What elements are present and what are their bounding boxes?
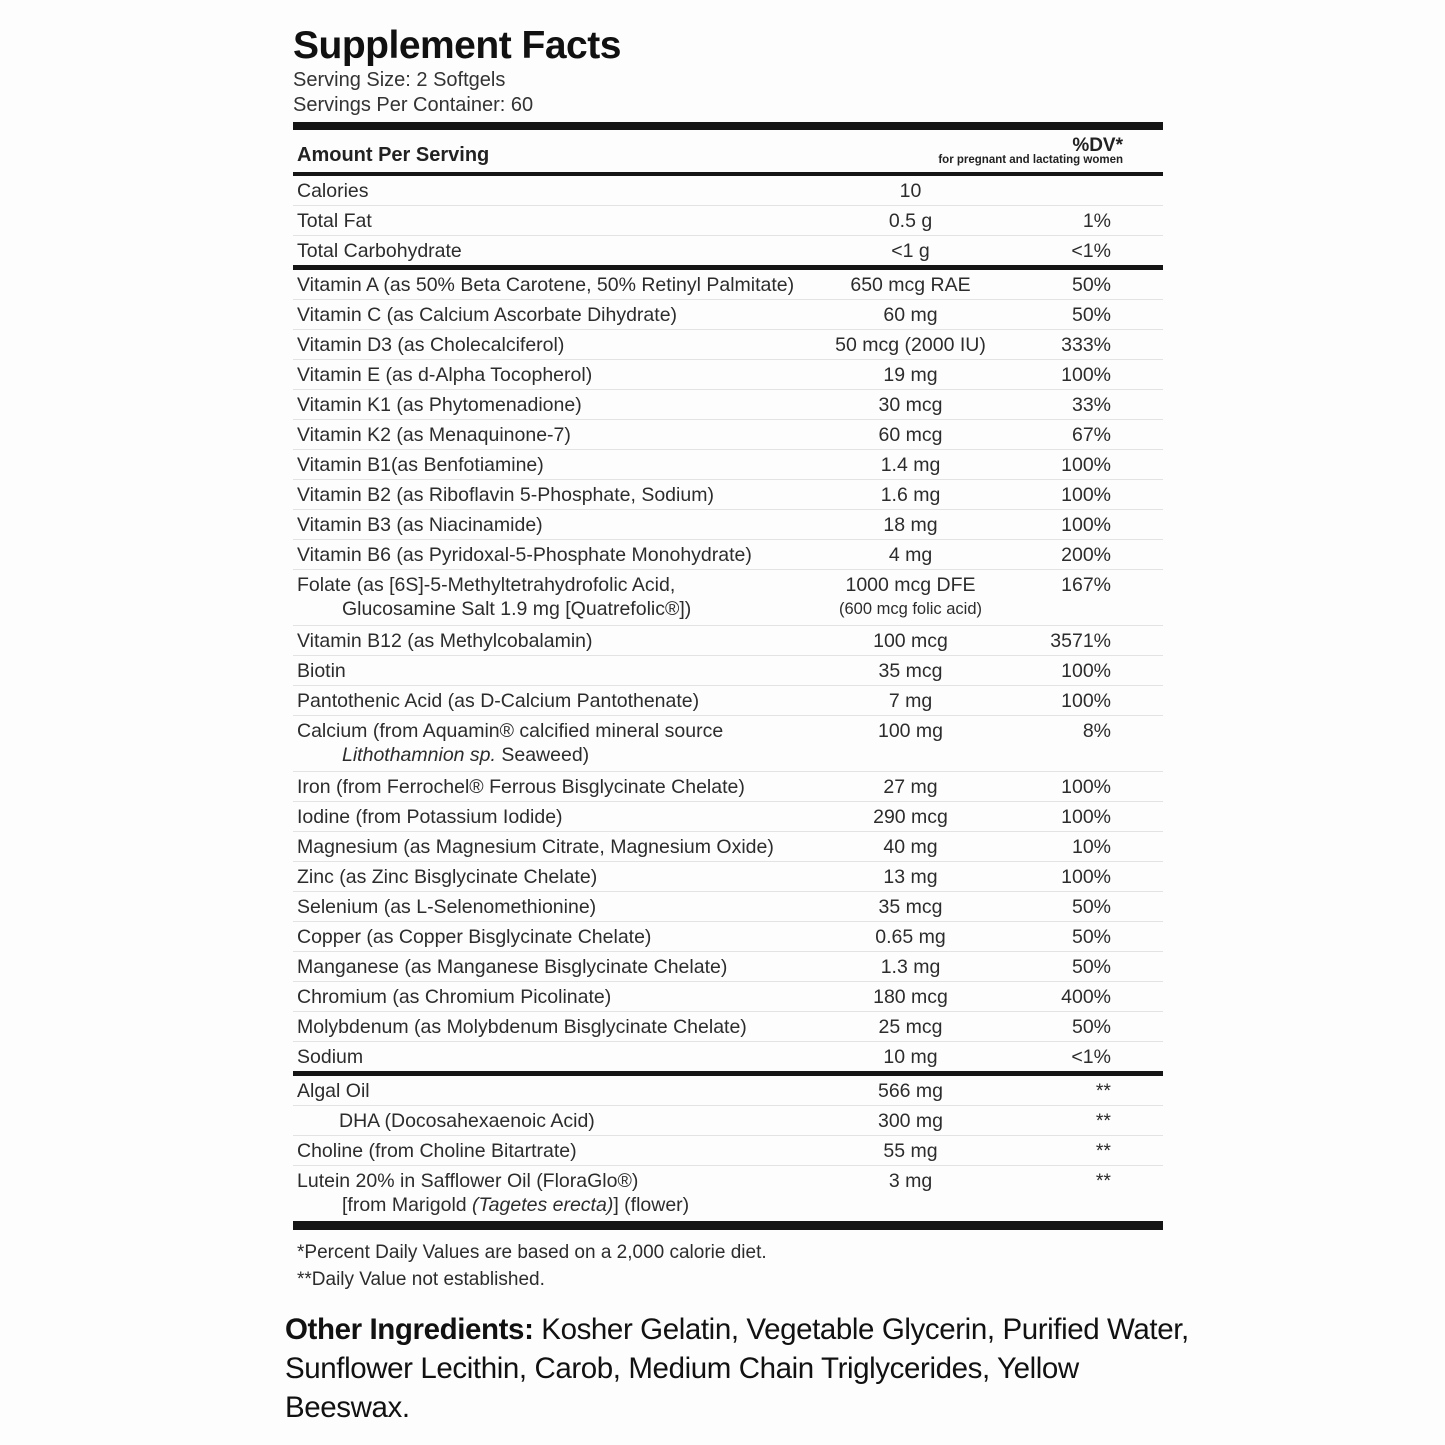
nutrient-name: Lutein 20% in Safflower Oil (FloraGlo®) (297, 1170, 639, 1192)
nutrient-row-line1 (297, 274, 1163, 296)
nutrient-amount: 0.5 g (888, 210, 933, 232)
other-ingredients-heading: Other Ingredients: (285, 1313, 534, 1346)
nutrient-dv (1018, 180, 1163, 202)
nutrient-dv: ** (1095, 1110, 1111, 1132)
section-other-nutrients (293, 1076, 1163, 1221)
nutrient-dv: 100% (1061, 484, 1111, 506)
nutrient-amount: 0.65 mg (875, 926, 946, 948)
nutrient-row-line1 (297, 690, 1163, 712)
nutrient-row-line1 (297, 210, 1163, 232)
nutrient-row (293, 716, 1163, 772)
nutrient-dv: ** (1095, 1170, 1111, 1192)
nutrient-name: Chromium (as Chromium Picolinate) (297, 986, 612, 1008)
nutrient-row-line1 (297, 424, 1163, 446)
nutrient-row-line1 (297, 866, 1163, 888)
nutrient-dv: 50% (1071, 304, 1111, 326)
nutrient-dv: 50% (1071, 274, 1111, 296)
nutrient-row (293, 686, 1163, 716)
nutrient-dv: ** (1095, 1080, 1111, 1102)
nutrient-dv: 50% (1071, 956, 1111, 978)
other-ingredients-text: Kosher Gelatin, Vegetable Glycerin, Purified Water, Sunflower Lecithin, Carob, Medium Chain Triglycerides, Yellow Beeswax. (285, 1313, 1189, 1424)
nutrient-name: Vitamin B2 (as Riboflavin 5-Phosphate, Sodium) (297, 484, 714, 506)
nutrient-amount: 100 mcg (873, 630, 948, 652)
nutrient-row-line1 (297, 484, 1163, 506)
nutrient-name: Magnesium (as Magnesium Citrate, Magnesium Oxide) (297, 836, 774, 858)
nutrient-dv: 67% (1071, 424, 1111, 446)
nutrient-name: Vitamin C (as Calcium Ascorbate Dihydrate) (297, 304, 678, 326)
rule-top-thick (293, 122, 1163, 130)
nutrient-row-line1 (297, 660, 1163, 682)
nutrient-row-line1 (297, 720, 1163, 742)
nutrient-row (293, 832, 1163, 862)
nutrient-amount: 35 mcg (878, 896, 943, 918)
section-macros (293, 176, 1163, 265)
nutrient-row (293, 1012, 1163, 1042)
nutrient-dv: ** (1095, 1140, 1111, 1162)
nutrient-name: Vitamin B1(as Benfotiamine) (297, 454, 544, 476)
nutrient-row-line1 (297, 544, 1163, 566)
nutrient-name: Sodium (297, 1046, 364, 1068)
nutrient-amount: 10 mg (883, 1046, 938, 1068)
nutrient-row-line1 (297, 394, 1163, 416)
serving-size: Serving Size: 2 Softgels (293, 69, 506, 91)
nutrient-name: Calcium (from Aquamin® calcified mineral source (297, 720, 724, 742)
nutrient-row (293, 952, 1163, 982)
nutrient-amount: 13 mg (883, 866, 938, 888)
nutrient-row (293, 450, 1163, 480)
nutrient-name: Vitamin A (as 50% Beta Carotene, 50% Retinyl Palmitate) (297, 274, 795, 296)
nutrient-row (293, 540, 1163, 570)
nutrient-row-line1 (297, 1140, 1163, 1162)
nutrient-name: Molybdenum (as Molybdenum Bisglycinate Chelate) (297, 1016, 747, 1038)
nutrient-name-continued: [from Marigold (Tagetes erecta)] (flower) (342, 1194, 690, 1216)
nutrient-row-line1 (297, 1080, 1163, 1102)
nutrient-row-line1 (297, 454, 1163, 476)
nutrient-row-line1 (297, 240, 1163, 262)
nutrient-amount: 25 mcg (878, 1016, 943, 1038)
nutrient-amount: 60 mg (883, 304, 938, 326)
nutrient-name: Vitamin B6 (as Pyridoxal-5-Phosphate Monohydrate) (297, 544, 752, 566)
nutrient-dv: 50% (1071, 926, 1111, 948)
section-vitamins-minerals (293, 270, 1163, 1071)
nutrient-name: Total Carbohydrate (297, 240, 462, 262)
rule-bottom-thick (293, 1221, 1163, 1230)
nutrient-name: Folate (as [6S]-5-Methyltetrahydrofolic Acid, (297, 574, 676, 596)
nutrient-amount: 100 mg (877, 720, 944, 742)
nutrient-dv: 10% (1071, 836, 1111, 858)
dv-subheader: for pregnant and lactating women (938, 154, 1123, 166)
nutrient-name: Selenium (as L-Selenomethionine) (297, 896, 597, 918)
nutrient-row-line1 (297, 514, 1163, 536)
nutrient-row (293, 270, 1163, 300)
nutrient-row-line1 (297, 1016, 1163, 1038)
nutrient-row-line2 (297, 742, 1163, 768)
nutrient-dv: 3571% (1050, 630, 1111, 652)
nutrient-amount-sub (803, 742, 1018, 768)
footnote-dv-not-established: **Daily Value not established. (297, 1269, 545, 1290)
nutrient-name: Vitamin K2 (as Menaquinone-7) (297, 424, 571, 446)
nutrient-dv: 333% (1061, 334, 1111, 356)
nutrient-amount: 650 mcg RAE (850, 274, 971, 296)
nutrient-name: Iron (from Ferrochel® Ferrous Bisglycinate Chelate) (297, 776, 745, 798)
nutrient-amount-sub: (600 mcg folic acid) (838, 600, 983, 618)
nutrient-row (293, 480, 1163, 510)
nutrient-dv: 100% (1061, 454, 1111, 476)
nutrient-row (293, 1076, 1163, 1106)
nutrient-row (293, 420, 1163, 450)
nutrient-row (293, 772, 1163, 802)
nutrient-row-line1 (297, 304, 1163, 326)
nutrient-name: Algal Oil (297, 1080, 370, 1102)
nutrient-row-line1 (297, 956, 1163, 978)
nutrient-row (293, 922, 1163, 952)
nutrient-amount: 40 mg (883, 836, 938, 858)
servings-per-container: Servings Per Container: 60 (293, 94, 534, 116)
nutrient-amount: 4 mg (888, 544, 933, 566)
nutrient-row (293, 330, 1163, 360)
nutrient-row-line1 (297, 574, 1163, 596)
nutrient-row (293, 656, 1163, 686)
nutrient-row (293, 1042, 1163, 1071)
nutrient-row (293, 802, 1163, 832)
nutrient-row (293, 982, 1163, 1012)
other-ingredients (285, 1310, 1200, 1427)
nutrient-name: Copper (as Copper Bisglycinate Chelate) (297, 926, 652, 948)
nutrient-dv: 100% (1061, 660, 1111, 682)
nutrient-row-line1 (297, 776, 1163, 798)
nutrient-name: Vitamin D3 (as Cholecalciferol) (297, 334, 565, 356)
nutrient-dv: <1% (1071, 240, 1111, 262)
nutrient-row-line2 (297, 1192, 1163, 1218)
nutrient-dv: 200% (1061, 544, 1111, 566)
nutrient-name: Manganese (as Manganese Bisglycinate Chelate) (297, 956, 728, 978)
nutrient-dv: 100% (1061, 690, 1111, 712)
nutrient-row-line1 (297, 896, 1163, 918)
nutrient-name: Total Fat (297, 210, 372, 232)
nutrient-row-line1 (297, 1170, 1163, 1192)
nutrient-amount: 1.4 mg (880, 454, 941, 476)
nutrient-name-continued: Glucosamine Salt 1.9 mg [Quatrefolic®]) (342, 598, 692, 620)
nutrient-amount: 19 mg (883, 364, 938, 386)
nutrient-row-line1 (297, 806, 1163, 828)
nutrient-name: Biotin (297, 660, 346, 682)
nutrient-dv: 100% (1061, 776, 1111, 798)
nutrient-row-line2 (297, 596, 1163, 622)
footnote-percent-dv: *Percent Daily Values are based on a 2,000 calorie diet. (297, 1242, 767, 1263)
nutrient-dv: 1% (1082, 210, 1111, 232)
nutrient-row-line1 (297, 630, 1163, 652)
supplement-facts-panel (293, 24, 1163, 1293)
supplement-facts-title: Supplement Facts (293, 24, 621, 67)
nutrient-row-line1 (297, 180, 1163, 202)
nutrient-name: Vitamin E (as d-Alpha Tocopherol) (297, 364, 593, 386)
nutrient-row (293, 570, 1163, 626)
nutrient-dv: <1% (1071, 1046, 1111, 1068)
table-header-row (293, 130, 1163, 172)
nutrient-row (293, 176, 1163, 206)
nutrient-amount: 30 mcg (878, 394, 943, 416)
nutrient-dv-spacer (1018, 1192, 1163, 1218)
nutrient-name-continued: Lithothamnion sp. Seaweed) (342, 744, 590, 766)
nutrient-row-line1 (297, 836, 1163, 858)
nutrient-row (293, 206, 1163, 236)
nutrient-row-line1 (297, 334, 1163, 356)
nutrient-dv-spacer (1018, 742, 1163, 768)
nutrient-amount: 27 mg (883, 776, 938, 798)
nutrient-row (293, 862, 1163, 892)
nutrient-amount: 180 mcg (873, 986, 948, 1008)
nutrient-amount: 18 mg (883, 514, 938, 536)
nutrient-dv: 8% (1082, 720, 1111, 742)
nutrient-row (293, 626, 1163, 656)
nutrient-dv: 50% (1071, 1016, 1111, 1038)
dv-header-block (938, 137, 1163, 167)
nutrient-amount: 1.3 mg (880, 956, 941, 978)
amount-per-serving-header: Amount Per Serving (297, 144, 490, 166)
nutrient-name: Iodine (from Potassium Iodide) (297, 806, 563, 828)
nutrient-name: Choline (from Choline Bitartrate) (297, 1140, 577, 1162)
nutrient-name: Pantothenic Acid (as D-Calcium Pantothenate) (297, 690, 700, 712)
nutrient-row (293, 510, 1163, 540)
nutrient-name: DHA (Docosahexaenoic Acid) (339, 1110, 595, 1132)
nutrient-name: Zinc (as Zinc Bisglycinate Chelate) (297, 866, 598, 888)
nutrient-name: Vitamin B3 (as Niacinamide) (297, 514, 543, 536)
nutrient-row-line1 (297, 986, 1163, 1008)
nutrient-row (293, 360, 1163, 390)
dv-header: %DV* (1072, 135, 1123, 156)
nutrient-row (293, 1136, 1163, 1166)
nutrient-row (293, 892, 1163, 922)
nutrient-dv-spacer (1018, 596, 1163, 622)
nutrient-dv: 100% (1061, 806, 1111, 828)
nutrient-amount: <1 g (891, 240, 930, 262)
nutrient-amount-sub (803, 1192, 1018, 1218)
nutrient-row (293, 1166, 1163, 1221)
nutrient-dv: 50% (1071, 896, 1111, 918)
nutrient-dv: 100% (1061, 866, 1111, 888)
nutrient-amount: 10 (899, 180, 922, 202)
nutrient-row-line1 (297, 1110, 1163, 1132)
nutrient-amount: 35 mcg (878, 660, 943, 682)
nutrient-row-line1 (297, 364, 1163, 386)
nutrient-amount: 7 mg (888, 690, 933, 712)
nutrient-dv: 33% (1071, 394, 1111, 416)
nutrient-name: Vitamin K1 (as Phytomenadione) (297, 394, 582, 416)
nutrient-amount: 60 mcg (878, 424, 943, 446)
nutrient-row-line1 (297, 1046, 1163, 1068)
nutrient-amount: 55 mg (883, 1140, 938, 1162)
nutrient-amount: 1000 mcg DFE (845, 574, 976, 596)
nutrient-row (293, 300, 1163, 330)
footnotes (293, 1230, 1163, 1293)
nutrient-amount: 300 mg (877, 1110, 944, 1132)
nutrient-name: Calories (297, 180, 369, 202)
nutrient-dv: 167% (1061, 574, 1111, 596)
nutrient-amount: 1.6 mg (880, 484, 941, 506)
nutrient-amount: 50 mcg (2000 IU) (835, 334, 986, 356)
nutrient-row (293, 236, 1163, 265)
nutrient-dv: 400% (1061, 986, 1111, 1008)
nutrient-amount: 566 mg (877, 1080, 944, 1102)
nutrient-amount: 290 mcg (873, 806, 948, 828)
nutrient-row-line1 (297, 926, 1163, 948)
nutrient-dv: 100% (1061, 514, 1111, 536)
nutrient-row (293, 390, 1163, 420)
nutrient-dv: 100% (1061, 364, 1111, 386)
nutrient-row (293, 1106, 1163, 1136)
nutrient-amount: 3 mg (888, 1170, 933, 1192)
nutrient-name: Vitamin B12 (as Methylcobalamin) (297, 630, 593, 652)
